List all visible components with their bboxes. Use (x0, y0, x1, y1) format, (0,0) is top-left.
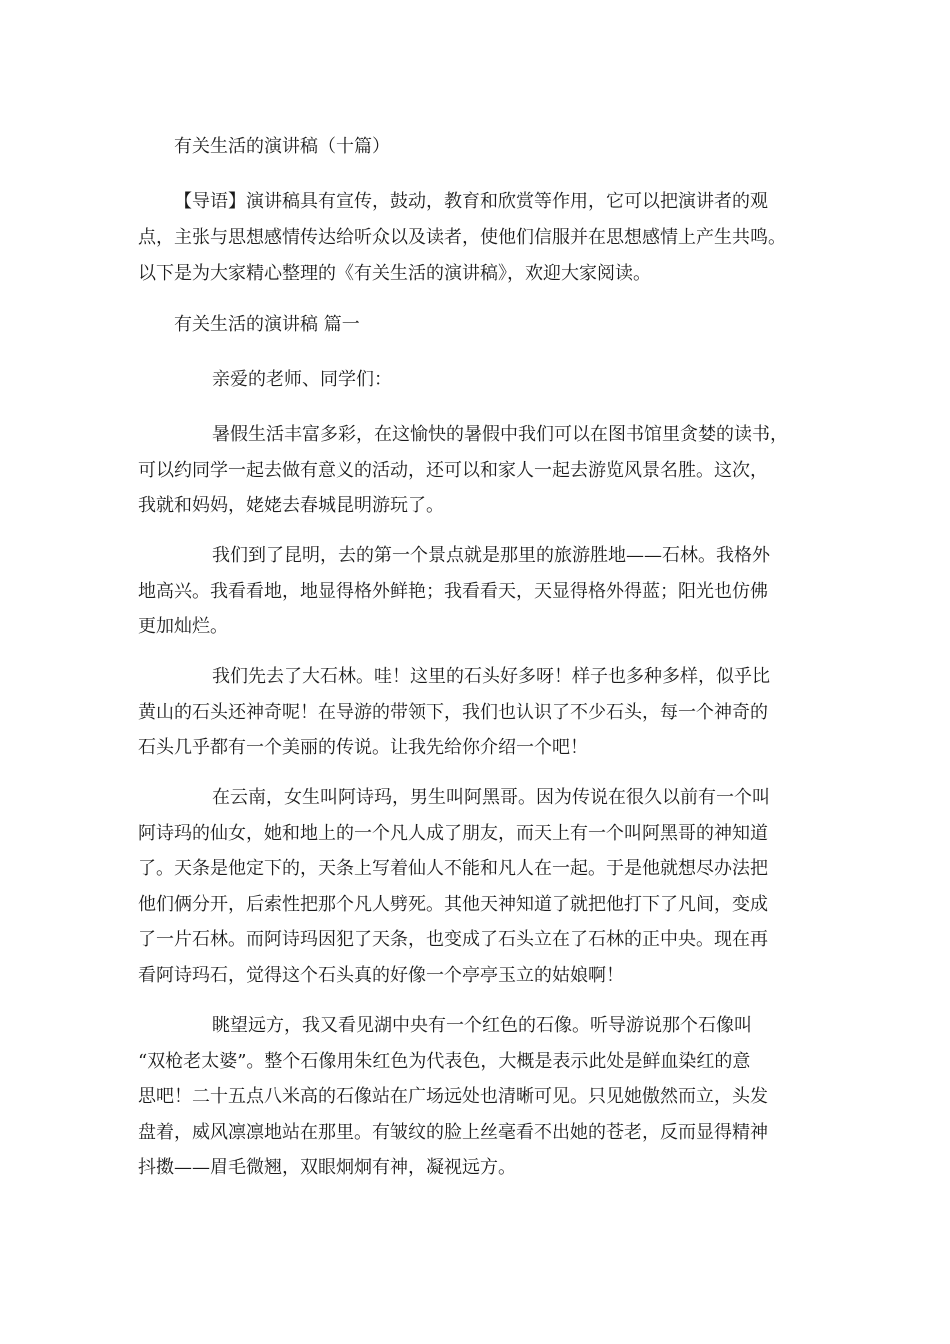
paragraph-4-line-4: 他们俩分开，后索性把那个凡人劈死。其他天神知道了就把他打下了凡间，变成 (138, 894, 768, 915)
paragraph-5-line-2: “双枪老太婆”。整个石像用朱红色为代表色，大概是表示此处是鲜血染红的意 (138, 1051, 751, 1072)
paragraph-1-line-1: 暑假生活丰富多彩，在这愉快的暑假中我们可以在图书馆里贪婪的读书， (212, 424, 788, 445)
paragraph-2-line-2: 地高兴。我看看地，地显得格外鲜艳；我看看天，天显得格外得蓝；阳光也仿佛 (138, 581, 768, 602)
paragraph-2-line-1: 我们到了昆明，去的第一个景点就是那里的旅游胜地——石林。我格外 (212, 545, 770, 566)
paragraph-4-line-2: 阿诗玛的仙女，她和地上的一个凡人成了朋友，而天上有一个叫阿黑哥的神知道 (138, 823, 768, 844)
salutation: 亲爱的老师、同学们： (212, 369, 392, 390)
intro-line-1: 【导语】演讲稿具有宣传，鼓动，教育和欣赏等作用，它可以把演讲者的观 (174, 191, 768, 212)
paragraph-4-line-6: 看阿诗玛石，觉得这个石头真的好像一个亭亭玉立的姑娘啊！ (138, 965, 624, 986)
paragraph-5-line-1: 眺望远方，我又看见湖中央有一个红色的石像。听导游说那个石像叫 (212, 1015, 752, 1036)
paragraph-4-line-3: 了。天条是他定下的，天条上写着仙人不能和凡人在一起。于是他就想尽办法把 (138, 858, 768, 879)
paragraph-2-line-3: 更加灿烂。 (138, 616, 228, 637)
paragraph-5-line-4: 盘着，威风凛凛地站在那里。有皱纹的脸上丝毫看不出她的苍老，反而显得精神 (138, 1122, 768, 1143)
paragraph-1-line-3: 我就和妈妈，姥姥去春城昆明游玩了。 (138, 495, 444, 516)
paragraph-3-line-3: 石头几乎都有一个美丽的传说。让我先给你介绍一个吧！ (138, 737, 588, 758)
intro-line-2: 点，主张与思想感情传达给听众以及读者，使他们信服并在思想感情上产生共鸣。 (138, 227, 786, 248)
paragraph-3-line-1: 我们先去了大石林。哇！这里的石头好多呀！样子也多种多样，似乎比 (212, 666, 770, 687)
document-title: 有关生活的演讲稿（十篇） (174, 136, 390, 157)
paragraph-3-line-2: 黄山的石头还神奇呢！在导游的带领下，我们也认识了不少石头，每一个神奇的 (138, 702, 768, 723)
intro-line-3: 以下是为大家精心整理的《有关生活的演讲稿》，欢迎大家阅读。 (138, 263, 651, 284)
paragraph-4-line-5: 了一片石林。而阿诗玛因犯了天条，也变成了石头立在了石林的正中央。现在再 (138, 929, 768, 950)
paragraph-4-line-1: 在云南，女生叫阿诗玛，男生叫阿黑哥。因为传说在很久以前有一个叫 (212, 787, 770, 808)
section-heading: 有关生活的演讲稿 篇一 (174, 314, 360, 335)
paragraph-1-line-2: 可以约同学一起去做有意义的活动，还可以和家人一起去游览风景名胜。这次， (138, 460, 768, 481)
paragraph-5-line-3: 思吧！二十五点八米高的石像站在广场远处也清晰可见。只见她傲然而立，头发 (138, 1086, 768, 1107)
paragraph-5-line-5: 抖擞——眉毛微翘，双眼炯炯有神，凝视远方。 (138, 1157, 516, 1178)
